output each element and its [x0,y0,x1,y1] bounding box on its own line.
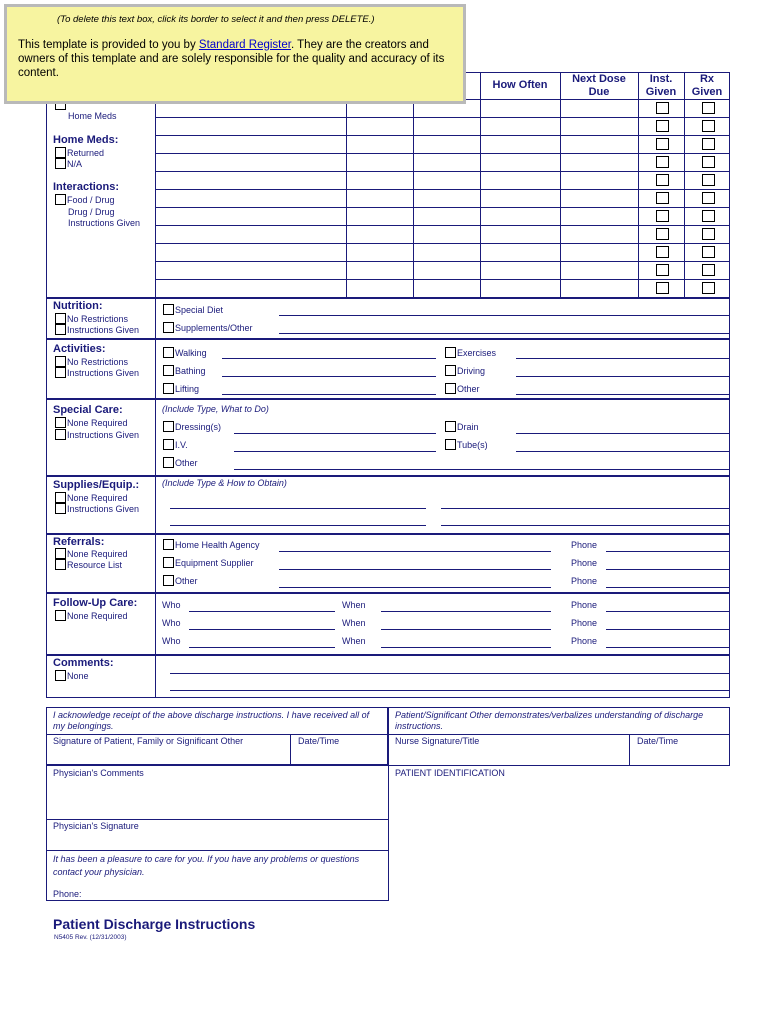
form-title: Patient Discharge Instructions [53,916,256,932]
drain-label: Drain [457,422,479,432]
nutrition-no-restrictions-label: No Restrictions [67,314,129,324]
activities-other-label: Other [457,384,480,394]
when-label: When [342,636,366,646]
home-health-checkbox[interactable] [163,539,174,550]
equipment-supplier-label: Equipment Supplier [175,558,254,568]
who-label: Who [162,600,181,610]
demonstrates-text: Patient/Significant Other demonstrates/verbalizes understanding of discharge instructions. [395,710,704,731]
special-care-instructions-label: Instructions Given [67,430,140,440]
special-care-hint: (Include Type, What to Do) [162,404,269,414]
home-meds-reviewed-label: Home Meds [68,111,117,121]
supplements-label: Supplements/Other [175,323,253,333]
referrals-phone-label-1: Phone [571,540,598,550]
comments-heading: Comments: [53,657,114,669]
referrals-phone-label-2: Phone [571,558,598,568]
inst-given-checkbox[interactable] [656,156,669,168]
bathing-checkbox[interactable] [163,365,174,376]
physician-comments-box [46,764,389,901]
lifting-label: Lifting [175,384,200,394]
exercises-checkbox[interactable] [445,347,456,358]
referrals-other-checkbox[interactable] [163,575,174,586]
inst-given-header: Inst. Given [645,73,677,98]
iv-label: I.V. [175,440,188,450]
nutrition-instructions-label: Instructions Given [67,325,140,335]
rx-given-checkbox[interactable] [702,210,715,222]
followup-none-checkbox[interactable] [55,610,66,621]
next-dose-header: Next Dose Due [572,73,626,98]
medication-table [46,72,730,299]
rx-given-checkbox[interactable] [702,156,715,168]
special-care-instructions-checkbox[interactable] [55,429,66,440]
activities-instructions-checkbox[interactable] [55,367,66,378]
driving-label: Driving [457,366,486,376]
supplies-none-checkbox[interactable] [55,492,66,503]
resource-list-label: Resource List [67,560,123,570]
home-meds-heading: Home Meds: [53,134,119,146]
interactions-heading: Interactions: [53,181,120,193]
resource-list-checkbox[interactable] [55,559,66,570]
nutrition-instructions-checkbox[interactable] [55,324,66,335]
referrals-none-label: None Required [67,549,128,559]
followup-heading: Follow-Up Care: [53,597,138,609]
supplies-instructions-checkbox[interactable] [55,503,66,514]
inst-given-checkbox[interactable] [656,246,669,258]
patient-date-label: Date/Time [298,736,340,746]
dressings-label: Dressing(s) [175,422,222,432]
supplies-instructions-label: Instructions Given [67,504,140,514]
walking-checkbox[interactable] [163,347,174,358]
supplies-heading: Supplies/Equip.: [53,479,140,491]
rx-given-checkbox[interactable] [702,174,715,186]
na-checkbox[interactable] [55,158,66,169]
na-label: N/A [67,159,83,169]
tubes-checkbox[interactable] [445,439,456,450]
patient-identification-label: PATIENT IDENTIFICATION [395,768,505,778]
activities-instructions-label: Instructions Given [67,368,140,378]
inst-given-checkbox[interactable] [656,192,669,204]
bathing-label: Bathing [175,366,206,376]
activities-no-restrictions-checkbox[interactable] [55,356,66,367]
returned-label: Returned [67,148,105,158]
followup-phone-label: Phone [571,600,598,610]
special-care-heading: Special Care: [53,404,123,416]
dressings-checkbox[interactable] [163,421,174,432]
tubes-label: Tube(s) [457,440,488,450]
activities-other-checkbox[interactable] [445,383,456,394]
physician-signature-label: Physician's Signature [53,821,139,831]
rx-given-checkbox[interactable] [702,228,715,240]
referrals-phone-label-3: Phone [571,576,598,586]
nutrition-heading: Nutrition: [53,300,103,312]
special-care-other-checkbox[interactable] [163,457,174,468]
special-diet-label: Special Diet [175,305,224,315]
rx-given-checkbox[interactable] [702,282,715,294]
rx-given-checkbox[interactable] [702,246,715,258]
template-note-textbox[interactable] [4,4,466,104]
inst-given-checkbox[interactable] [656,120,669,132]
standard-register-link[interactable]: Standard Register [198,39,291,51]
rx-given-checkbox[interactable] [702,264,715,276]
food-drug-checkbox[interactable] [55,194,66,205]
physician-comments-label: Physician's Comments [53,768,144,778]
inst-given-checkbox[interactable] [656,174,669,186]
delete-instruction: (To delete this text box, click its border to select it and then press DELETE.) [57,14,375,25]
comments-none-label: None [67,671,89,681]
how-often-header: How Often [492,79,548,91]
comments-section [46,655,730,698]
referrals-none-checkbox[interactable] [55,548,66,559]
inst-given-checkbox[interactable] [656,138,669,150]
note-text-before: This template is provided to you by [18,39,199,51]
inst-given-checkbox[interactable] [656,210,669,222]
returned-checkbox[interactable] [55,147,66,158]
activities-section [46,339,730,399]
food-drug-label: Food / Drug [67,195,115,205]
special-diet-checkbox[interactable] [163,304,174,315]
supplements-checkbox[interactable] [163,322,174,333]
driving-checkbox[interactable] [445,365,456,376]
rx-given-checkbox[interactable] [702,138,715,150]
nutrition-no-restrictions-checkbox[interactable] [55,313,66,324]
exercises-label: Exercises [457,348,497,358]
activities-no-restrictions-label: No Restrictions [67,357,129,367]
when-label: When [342,618,366,628]
referrals-section [46,534,730,593]
when-label: When [342,600,366,610]
drain-checkbox[interactable] [445,421,456,432]
special-care-other-label: Other [175,458,198,468]
activities-heading: Activities: [53,343,106,355]
referrals-other-label: Other [175,576,198,586]
rx-given-header: Rx Given [691,73,723,98]
inst-given-checkbox[interactable] [656,102,669,114]
home-health-label: Home Health Agency [175,540,260,550]
inst-given-checkbox[interactable] [656,282,669,294]
special-care-section [46,399,730,476]
followup-phone-label: Phone [571,618,598,628]
supplies-none-label: None Required [67,493,128,503]
iv-checkbox[interactable] [163,439,174,450]
pleasure-text: It has been a pleasure to care for you. If you have any problems or questions contact your physician. [53,854,360,877]
who-label: Who [162,618,181,628]
rx-given-checkbox[interactable] [702,192,715,204]
template-note-text [18,38,458,80]
form-number: N5405 Rev. (12/31/2003) [54,934,127,941]
referrals-heading: Referrals: [53,536,105,548]
equipment-supplier-checkbox[interactable] [163,557,174,568]
who-label: Who [162,636,181,646]
drug-drug-label: Drug / Drug [68,207,115,217]
inst-given-checkbox[interactable] [656,264,669,276]
followup-phone-label: Phone [571,636,598,646]
special-care-none-label: None Required [67,418,128,428]
inst-given-checkbox[interactable] [656,228,669,240]
patient-signature-label: Signature of Patient, Family or Significant Other [53,736,244,746]
lifting-checkbox[interactable] [163,383,174,394]
special-care-none-checkbox[interactable] [55,417,66,428]
note-text-after: . They are the creators and owners of this template and are solely responsible for the quality and accuracy of its content. [18,39,445,79]
followup-none-label: None Required [67,611,128,621]
nurse-date-label: Date/Time [637,736,679,746]
nurse-signature-label: Nurse Signature/Title [395,736,480,746]
comments-none-checkbox[interactable] [55,670,66,681]
belongings-text: I acknowledge receipt of the above discharge instructions. I have received all of my belongings. [53,710,370,731]
interactions-instructions-label: Instructions Given [68,218,141,228]
rx-given-checkbox[interactable] [702,120,715,132]
followup-section [46,593,730,655]
supplies-hint: (Include Type & How to Obtain) [162,478,287,488]
phone-label: Phone: [53,889,82,899]
walking-label: Walking [175,348,207,358]
rx-given-checkbox[interactable] [702,102,715,114]
